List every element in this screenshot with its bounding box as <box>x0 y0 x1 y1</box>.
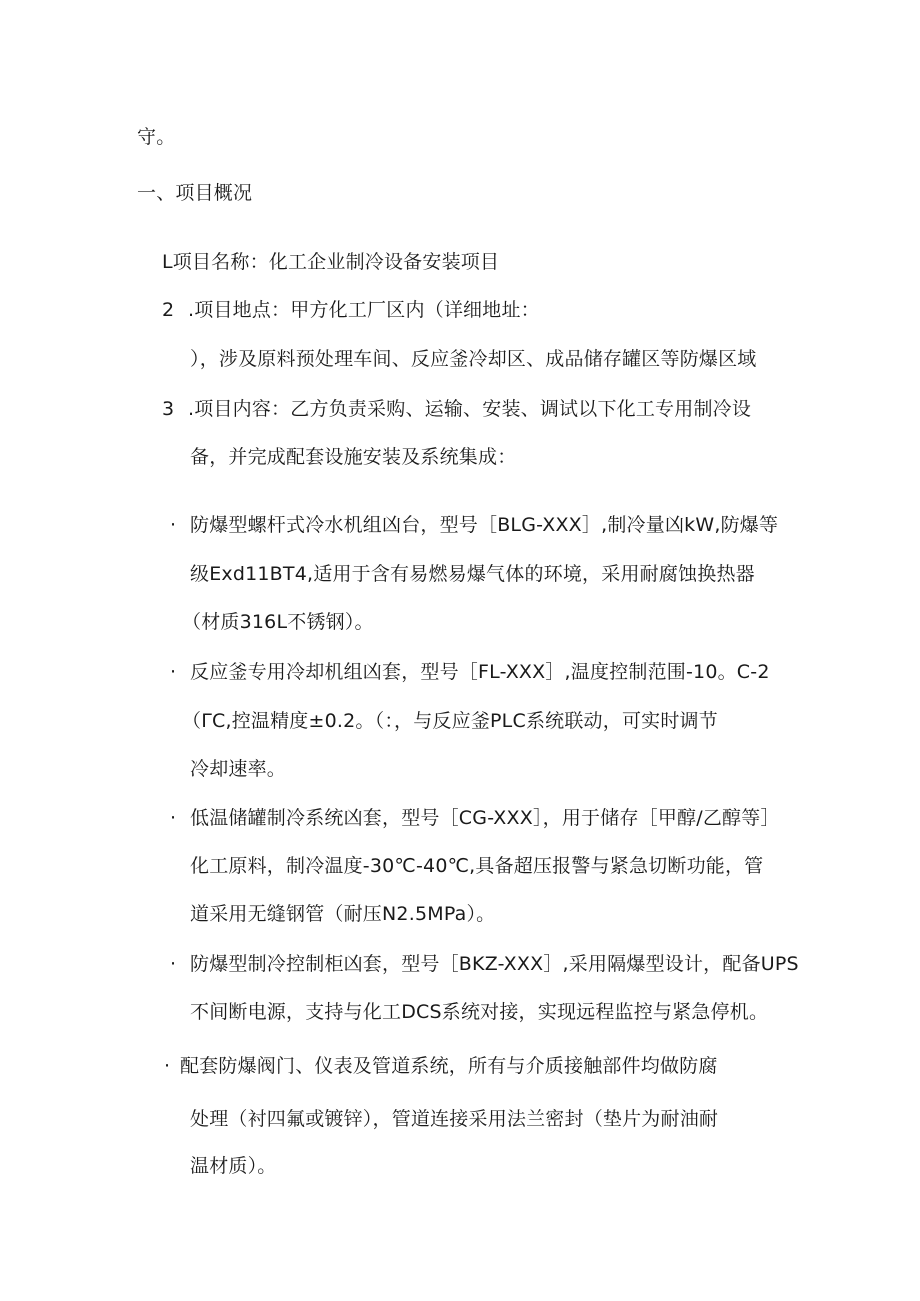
equipment-1-line-1: 防爆型螺杆式冷水机组凶台，型号［BLG-XXX］,制冷量凶kW,防爆等 <box>190 514 779 536</box>
item-content-line2: 备，并完成配套设施安装及系统集成： <box>190 446 517 468</box>
equipment-2-line-1: 反应釜专用冷却机组凶套，型号［FL-XXX］,温度控制范围-10。C-2 <box>190 661 770 683</box>
item-project-name: L项目名称：化工企业制冷设备安装项目 <box>162 251 500 273</box>
bullet-marker: · <box>170 807 177 829</box>
equipment-1-line-2: 级Exd11BT4,适用于含有易燃易爆气体的环境，采用耐腐蚀换热器 <box>190 563 755 585</box>
item-location-number: 2 <box>162 299 175 321</box>
bullet-marker: · <box>164 1055 171 1077</box>
equipment-4-line-1: 防爆型制冷控制柜凶套，型号［BKZ-XXX］,采用隔爆型设计，配备UPS <box>190 953 799 975</box>
equipment-2-line-3: 冷却速率。 <box>190 758 287 780</box>
section-heading: 一、项目概况 <box>137 182 253 204</box>
bullet-marker: · <box>170 514 177 536</box>
item-content-line1: .项目内容：乙方负责采购、运输、安装、调试以下化工专用制冷设 <box>188 398 752 420</box>
intro-tail-text: 守。 <box>137 126 176 148</box>
item-location-line2: ），涉及原料预处理车间、反应釜冷却区、成品储存罐区等防爆区域 <box>190 348 757 370</box>
item-content-number: 3 <box>162 398 175 420</box>
item-location-line1: .项目地点：甲方化工厂区内（详细地址： <box>188 299 540 321</box>
equipment-5-line-3: 温材质）。 <box>190 1155 277 1177</box>
equipment-3-line-3: 道采用无缝钢管（耐压N2.5MPa）。 <box>190 903 496 925</box>
bullet-marker: · <box>170 661 177 683</box>
equipment-2-line-2: （ΓC,控温精度±0.2。（：，与反应釜PLC系统联动，可实时调节 <box>182 710 718 732</box>
equipment-1-line-3: （材质316L不锈钢）。 <box>182 611 374 633</box>
equipment-3-line-1: 低温储罐制冷系统凶套，型号［CG-XXX］，用于储存［甲醇/乙醇等］ <box>190 807 780 829</box>
equipment-4-line-2: 不间断电源，支持与化工DCS系统对接，实现远程监控与紧急停机。 <box>190 1001 769 1023</box>
equipment-3-line-2: 化工原料，制冷温度-30℃-40℃,具备超压报警与紧急切断功能，管 <box>190 855 764 877</box>
bullet-marker: · <box>170 953 177 975</box>
equipment-5-line-2: 处理（衬四氟或镀锌），管道连接采用法兰密封（垫片为耐油耐 <box>190 1108 719 1130</box>
equipment-5-line-1: 配套防爆阀门、仪表及管道系统，所有与介质接触部件均做防腐 <box>180 1055 718 1077</box>
